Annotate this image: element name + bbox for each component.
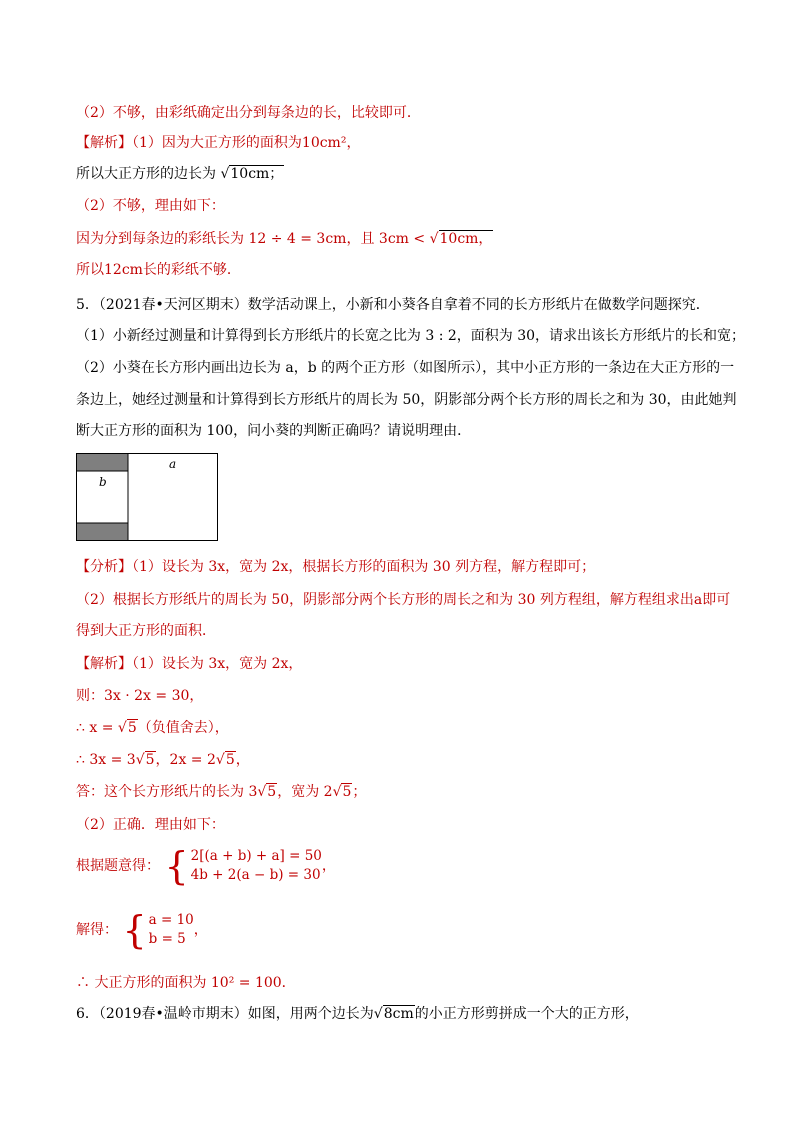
text: ∴ 大正方形的面积为 10² = 100． <box>76 975 296 991</box>
brace-icon: { <box>164 844 189 888</box>
sqrt-expression: √8cm <box>373 1006 414 1022</box>
text: （1）小新经过测量和计算得到长方形纸片的长宽之比为 3 : 2，面积为 30，请求出该长方形纸片的长和宽； <box>76 328 746 344</box>
label-b: b <box>99 475 107 489</box>
sqrt-expression: √10cm； <box>220 166 284 182</box>
text: 条边上，她经过测量和计算得到长方形纸片的周长为 50，阴影部分两个长方形的周长之和为 30，由此她判 <box>76 392 737 408</box>
text: （2）不够，由彩纸确定出分到每条边的长，比较即可． <box>76 105 421 121</box>
text: 的小正方形剪拼成一个大的正方形， <box>414 1006 639 1022</box>
text: （1）因为大正方形的面积为10cm²， <box>132 135 361 151</box>
equation: 4b + 2(a − b) = 30 <box>190 867 321 883</box>
text: ，宽为 2 <box>277 784 333 800</box>
text-line <box>76 973 296 993</box>
text: 所以大正方形的边长为 <box>76 166 216 182</box>
text: （1）设长为 3x，宽为 2x， <box>132 656 303 672</box>
text: （负值舍去）， <box>137 720 229 736</box>
sqrt-expression: √5 <box>135 752 155 768</box>
sqrt-expression: √5 <box>257 784 277 800</box>
text-line <box>76 421 471 441</box>
text: ， <box>193 922 208 938</box>
text-line <box>76 358 734 378</box>
text: 断大正方形的面积为 100，问小葵的判断正确吗？请说明理由． <box>76 423 472 439</box>
sqrt-expression: √5 <box>215 752 235 768</box>
radicand: 10cm， <box>439 231 493 247</box>
text-line <box>76 718 229 738</box>
shaded-rect-top <box>77 454 128 471</box>
text: 根据题意得： <box>76 858 160 874</box>
text-line <box>76 133 360 153</box>
text-line <box>76 654 302 674</box>
text-line <box>76 686 203 706</box>
radicand: 5 <box>145 752 155 768</box>
sqrt-expression: √5 <box>117 720 137 736</box>
section-tag: 【解析】 <box>76 135 132 151</box>
equation: b = 5 <box>148 931 186 947</box>
text: （1）设长为 3x，宽为 2x，根据长方形的面积为 30 列方程，解方程即可； <box>132 559 596 575</box>
radicand: 10cm； <box>230 166 284 182</box>
problem-6-statement <box>76 1004 639 1024</box>
text-line <box>76 260 241 280</box>
text: ∴ x = <box>76 720 114 736</box>
text-line <box>76 750 250 770</box>
text-line <box>76 782 366 802</box>
squares-figure <box>76 453 218 541</box>
text: ∴ 3x = 3 <box>76 752 136 768</box>
text: 因为分到每条边的彩纸长为 12 ÷ 4 = 3cm，且 3cm < <box>76 231 426 247</box>
equation: 2[(a + b) + a] = 50 <box>190 848 322 864</box>
text-line <box>76 196 225 216</box>
text: （2）小葵在长方形内画出边长为 a，b 的两个正方形（如图所示），其中小正方形的一条边在大正方形的一 <box>76 360 735 376</box>
text-line <box>76 390 737 410</box>
text-line <box>76 815 225 835</box>
text-line <box>76 229 493 249</box>
section-tag: 【解析】 <box>76 656 132 672</box>
text-line <box>76 326 745 346</box>
equation-system <box>164 844 322 888</box>
radicand: 5 <box>225 752 235 768</box>
radicand: 8cm <box>383 1006 414 1022</box>
radicand: 5 <box>342 784 352 800</box>
radicand: 5 <box>127 720 137 736</box>
equation: a = 10 <box>148 912 194 928</box>
text: （2）不够，理由如下： <box>76 198 225 214</box>
radicand: 5 <box>267 784 277 800</box>
section-tag: 【分析】 <box>76 559 132 575</box>
text: 则：3x · 2x = 30， <box>76 688 204 704</box>
text: 6．（2019春•温岭市期末）如图，用两个边长为 <box>76 1006 374 1022</box>
text: ， <box>235 752 250 768</box>
text: 所以12cm长的彩纸不够． <box>76 262 241 278</box>
text: 5．（2021春•天河区期末）数学活动课上，小新和小葵各自拿着不同的长方形纸片在做数学问题探究． <box>76 297 710 313</box>
sqrt-expression: √5 <box>332 784 352 800</box>
shaded-rect-bottom <box>77 523 128 540</box>
equation-system-line <box>76 846 336 886</box>
text: 得到大正方形的面积． <box>76 623 216 639</box>
label-a: a <box>169 457 177 471</box>
text-line <box>76 590 730 610</box>
text: （2）正确．理由如下： <box>76 817 225 833</box>
text-line <box>76 557 595 577</box>
text-line <box>76 164 284 184</box>
problem-5-statement <box>76 295 710 315</box>
brace-icon: { <box>122 908 147 952</box>
text: 答：这个长方形纸片的长为 3 <box>76 784 258 800</box>
equation-system <box>122 908 194 952</box>
text-line <box>76 621 216 641</box>
text: ； <box>352 784 367 800</box>
solution-system-line <box>76 910 208 950</box>
text: （2）根据长方形纸片的周长为 50，阴影部分两个长方形的周长之和为 30 列方程组，解方程组求出a即可 <box>76 592 731 608</box>
text: ， <box>321 858 336 874</box>
sqrt-expression: √10cm， <box>429 231 493 247</box>
text-line <box>76 103 421 123</box>
text: 解得： <box>76 922 118 938</box>
text: ，2x = 2 <box>155 752 216 768</box>
